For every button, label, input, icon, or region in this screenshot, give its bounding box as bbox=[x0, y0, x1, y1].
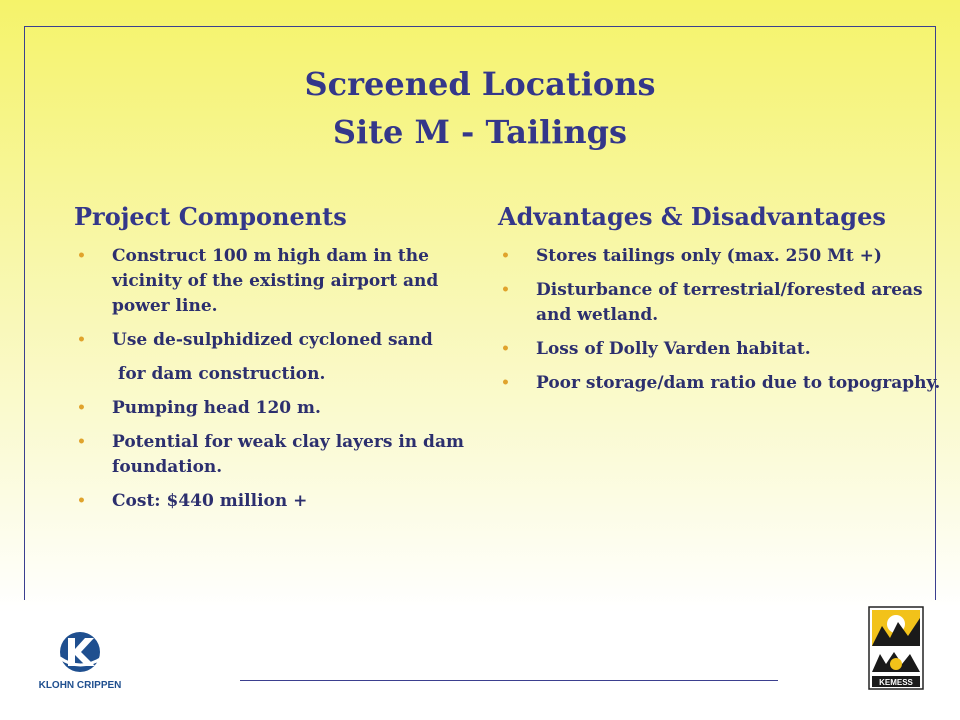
klohn-crippen-logo bbox=[30, 628, 130, 692]
title-line-2: Site M - Tailings bbox=[332, 113, 628, 151]
list-item: • Construct 100 m high dam in the vicinity of the existing airport and power line. bbox=[77, 246, 439, 316]
list-item: • Disturbance of terrestrial/forested areas and wetland. bbox=[501, 280, 923, 325]
list-item: • Use de-sulphidized cycloned sand bbox=[74, 328, 474, 353]
bullet-icon: • bbox=[77, 493, 86, 509]
svg-text:KEMESS: KEMESS bbox=[879, 678, 913, 687]
list-item: • Cost: $440 million + bbox=[74, 489, 474, 514]
svg-text:KLOHN CRIPPEN: KLOHN CRIPPEN bbox=[38, 680, 122, 691]
project-components-heading: Project Components bbox=[74, 202, 347, 231]
title-line-1: Screened Locations bbox=[304, 65, 656, 103]
list-item: • Poor storage/dam ratio due to topography. bbox=[498, 371, 948, 396]
kemess-logo bbox=[868, 606, 924, 690]
bullet-icon: • bbox=[77, 248, 86, 264]
list-item: • Potential for weak clay layers in dam foundation. bbox=[77, 432, 464, 477]
bullet-icon: • bbox=[501, 375, 510, 391]
bullet-icon: • bbox=[77, 434, 86, 450]
footer-divider bbox=[240, 680, 778, 681]
advantages-disadvantages-list bbox=[498, 244, 948, 396]
list-item: • Pumping head 120 m. bbox=[74, 396, 474, 421]
list-item: • Stores tailings only (max. 250 Mt +) bbox=[498, 244, 948, 269]
bullet-icon: • bbox=[77, 400, 86, 416]
advantages-disadvantages-column bbox=[498, 200, 948, 405]
project-components-column bbox=[74, 200, 474, 523]
list-item-continuation: for dam construction. bbox=[118, 364, 326, 384]
list-item: • Loss of Dolly Varden habitat. bbox=[498, 337, 948, 362]
slide-title bbox=[0, 60, 960, 156]
bullet-icon: • bbox=[77, 332, 86, 348]
bullet-icon: • bbox=[501, 341, 510, 357]
bullet-icon: • bbox=[501, 282, 510, 298]
advantages-disadvantages-heading: Advantages & Disadvantages bbox=[498, 202, 886, 231]
bullet-icon: • bbox=[501, 248, 510, 264]
project-components-list bbox=[74, 244, 474, 514]
frame-top-border bbox=[24, 26, 936, 27]
